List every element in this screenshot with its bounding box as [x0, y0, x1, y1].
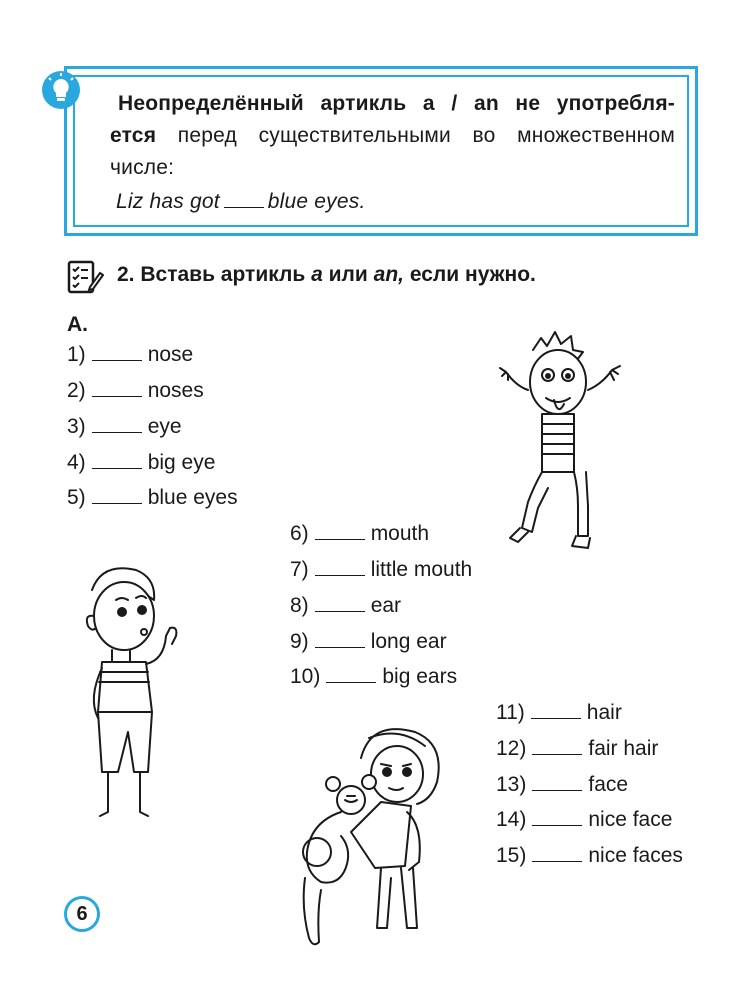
exercise-item-12: 12) fair hair — [496, 737, 659, 760]
task-title-a: a — [311, 263, 323, 286]
exercise-item-11: 11) hair — [496, 701, 622, 724]
girl-with-teddy-illustration — [285, 718, 460, 963]
answer-blank[interactable] — [315, 632, 365, 648]
exercise-item-7: 7) little mouth — [290, 558, 473, 581]
rule-line-3: числе: — [110, 156, 175, 179]
exercise-item-15: 15) nice faces — [496, 844, 683, 867]
thinking-boy-illustration — [62, 560, 197, 830]
answer-blank[interactable] — [532, 775, 582, 791]
exercise-item-13: 13) face — [496, 773, 629, 796]
answer-blank[interactable] — [326, 667, 376, 683]
exercise-item-10: 10) big ears — [290, 665, 458, 688]
task-title-number: 2. Вставь артикль — [117, 263, 306, 286]
rule-line-2-bold: ется — [110, 124, 157, 147]
rule-line-2 — [110, 120, 675, 152]
answer-blank[interactable] — [92, 417, 142, 433]
answer-blank[interactable] — [315, 560, 365, 576]
rule-line-1: Неопределённый артикль a / an не употребля- — [118, 92, 675, 115]
answer-blank[interactable] — [315, 524, 365, 540]
lightbulb-icon — [41, 70, 81, 110]
rule-text — [110, 88, 675, 218]
checklist-pencil-icon — [66, 257, 104, 295]
exercise-item-3: 3) eye — [67, 415, 182, 438]
task-title-rest: если нужно. — [409, 263, 536, 286]
task-title-or: или — [328, 263, 368, 286]
answer-blank[interactable] — [532, 810, 582, 826]
answer-blank[interactable] — [92, 453, 142, 469]
task-title-an: an, — [373, 263, 404, 286]
exercise-item-8: 8) ear — [290, 594, 402, 617]
answer-blank[interactable] — [531, 703, 581, 719]
section-label: А. — [67, 313, 88, 336]
page-number-badge: 6 — [64, 896, 100, 932]
exercise-item-5: 5) blue eyes — [67, 486, 238, 509]
answer-blank[interactable] — [92, 488, 142, 504]
exercise-item-14: 14) nice face — [496, 808, 673, 831]
exercise-item-9: 9) long ear — [290, 630, 447, 653]
task-title — [117, 263, 536, 287]
exercise-item-1: 1) nose — [67, 343, 194, 366]
rule-example-before: Liz has got — [116, 190, 220, 213]
exercise-item-2: 2) noses — [67, 379, 204, 402]
boy-funny-face-illustration — [498, 330, 648, 575]
answer-blank[interactable] — [92, 381, 142, 397]
answer-blank[interactable] — [92, 345, 142, 361]
rule-line-2-rest: перед существительными во множественном — [156, 124, 675, 147]
answer-blank[interactable] — [532, 739, 582, 755]
rule-example-after: blue eyes. — [267, 190, 366, 213]
rule-example — [110, 186, 675, 218]
exercise-item-6: 6) mouth — [290, 522, 430, 545]
answer-blank[interactable] — [315, 596, 365, 612]
exercise-item-4: 4) big eye — [67, 451, 216, 474]
rule-example-blank — [224, 189, 264, 208]
answer-blank[interactable] — [532, 846, 582, 862]
